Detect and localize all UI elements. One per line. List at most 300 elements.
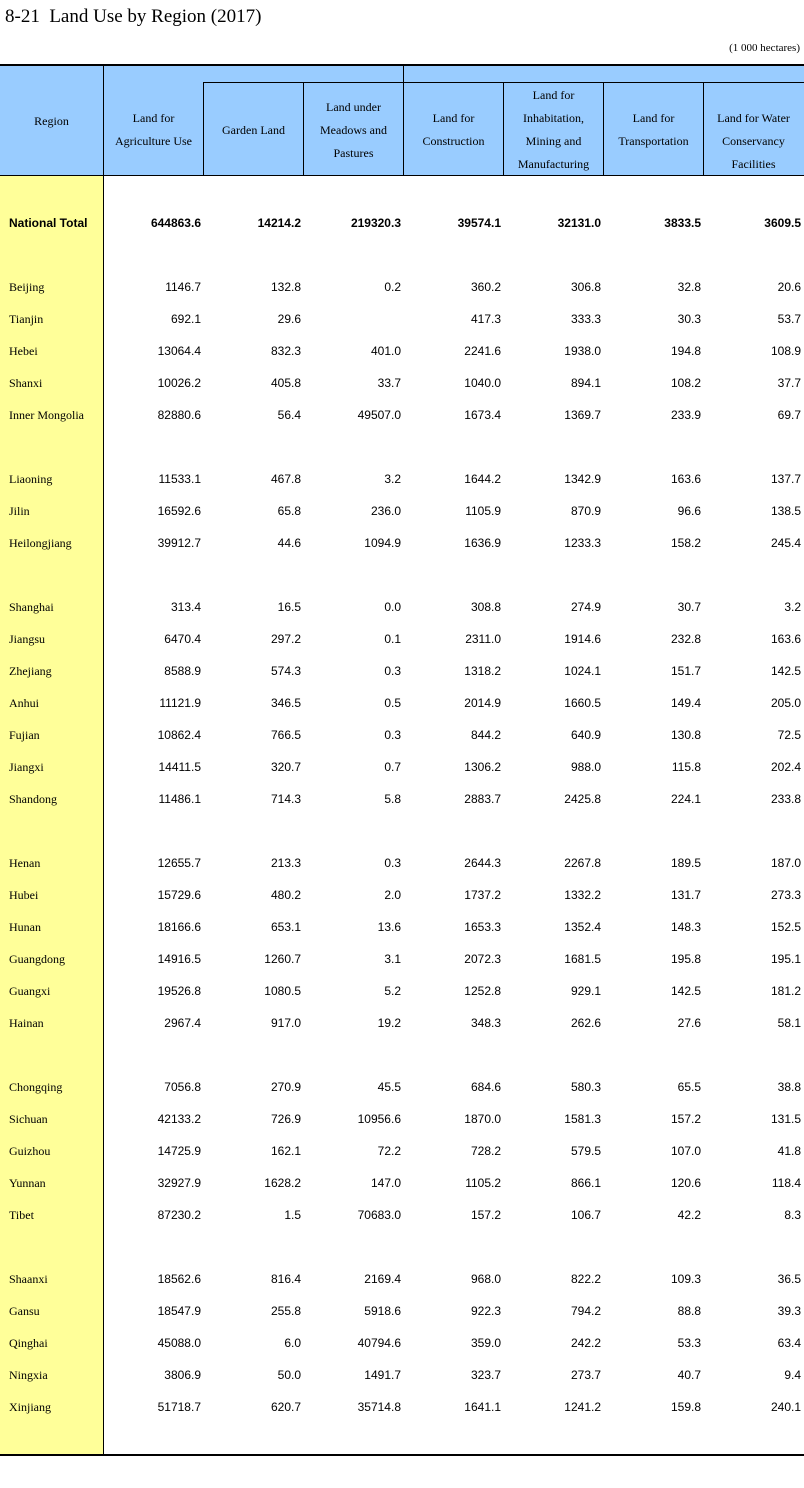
- value-garden: 16.5: [277, 600, 301, 614]
- table-row: [0, 501, 804, 521]
- value-garden: 620.7: [270, 1400, 301, 1414]
- value-garden: 467.8: [270, 472, 301, 486]
- value-transportation: 109.3: [670, 1272, 701, 1286]
- value-inhabitation: 929.1: [570, 984, 601, 998]
- value-inhabitation: 866.1: [570, 1176, 601, 1190]
- value-water-conservancy: 138.5: [770, 504, 801, 518]
- value-water-conservancy: 9.4: [784, 1368, 801, 1382]
- value-garden: 832.3: [270, 344, 301, 358]
- value-water-conservancy: 20.6: [777, 280, 801, 294]
- header-meadows: Land under Meadows and Pastures: [320, 99, 387, 160]
- value-agriculture: 13064.4: [157, 344, 201, 358]
- value-construction: 1105.9: [465, 504, 501, 518]
- value-transportation: 40.7: [677, 1368, 701, 1382]
- value-agriculture: 8588.9: [164, 664, 201, 678]
- table-row: [0, 661, 804, 681]
- region-column-divider: [103, 176, 104, 1454]
- value-agriculture: 42133.2: [157, 1112, 201, 1126]
- value-agriculture: 10026.2: [157, 376, 201, 390]
- value-garden: 714.3: [270, 792, 301, 806]
- value-meadows: 1094.9: [364, 536, 401, 550]
- value-construction: 1636.9: [464, 536, 501, 550]
- value-construction: 968.0: [470, 1272, 501, 1286]
- value-construction: 2072.3: [464, 952, 501, 966]
- value-water-conservancy: 195.1: [770, 952, 801, 966]
- value-inhabitation: 988.0: [570, 760, 601, 774]
- value-agriculture: 82880.6: [157, 408, 201, 422]
- table-row: [0, 693, 804, 713]
- table-row: [0, 629, 804, 649]
- value-meadows: 0.3: [384, 856, 401, 870]
- value-construction: 2241.6: [464, 344, 501, 358]
- value-construction: 1737.2: [464, 888, 501, 902]
- value-construction: 359.0: [470, 1336, 501, 1350]
- value-meadows: 3.1: [384, 952, 401, 966]
- value-transportation: 42.2: [677, 1208, 701, 1222]
- value-construction: 2311.0: [465, 632, 501, 646]
- value-garden: 405.8: [270, 376, 301, 390]
- value-garden: 56.4: [277, 408, 301, 422]
- value-transportation: 120.6: [670, 1176, 701, 1190]
- value-meadows: 0.2: [384, 280, 401, 294]
- value-transportation: 53.3: [677, 1336, 701, 1350]
- value-water-conservancy: 58.1: [777, 1016, 801, 1030]
- value-water-conservancy: 36.5: [777, 1272, 801, 1286]
- table-row: [0, 1397, 804, 1417]
- region-name: Yunnan: [9, 1176, 46, 1190]
- value-transportation: 233.9: [670, 408, 701, 422]
- value-inhabitation: 1681.5: [564, 952, 601, 966]
- value-agriculture: 7056.8: [164, 1080, 201, 1094]
- value-water-conservancy: 37.7: [777, 376, 801, 390]
- value-construction: 1673.4: [464, 408, 501, 422]
- table-row: [0, 1333, 804, 1353]
- header-water-conservancy: Land for Water Conservancy Facilities: [717, 111, 790, 171]
- value-garden: 14214.2: [257, 216, 301, 230]
- value-construction: 2014.9: [464, 696, 501, 710]
- value-garden: 320.7: [270, 760, 301, 774]
- table-row: [0, 757, 804, 777]
- value-construction: 360.2: [470, 280, 501, 294]
- value-water-conservancy: 152.5: [770, 920, 801, 934]
- value-inhabitation: 273.7: [570, 1368, 601, 1382]
- table-row: [0, 533, 804, 553]
- region-name: Shanghai: [9, 600, 54, 614]
- table-row: [0, 789, 804, 809]
- value-water-conservancy: 39.3: [777, 1304, 801, 1318]
- value-transportation: 158.2: [670, 536, 701, 550]
- national-total-row: [0, 213, 804, 233]
- value-construction: 308.8: [470, 600, 501, 614]
- table-row: [0, 341, 804, 361]
- value-transportation: 148.3: [670, 920, 701, 934]
- region-name: Hubei: [9, 888, 39, 902]
- value-construction: 1653.3: [464, 920, 501, 934]
- value-agriculture: 51718.7: [157, 1400, 201, 1414]
- table-row: [0, 1365, 804, 1385]
- value-water-conservancy: 233.8: [770, 792, 801, 806]
- region-name: Shanxi: [9, 376, 43, 390]
- value-agriculture: 18166.6: [157, 920, 201, 934]
- value-water-conservancy: 142.5: [770, 664, 801, 678]
- value-meadows: 0.1: [384, 632, 401, 646]
- value-meadows: 13.6: [377, 920, 401, 934]
- value-inhabitation: 640.9: [570, 728, 601, 742]
- value-inhabitation: 1332.2: [564, 888, 601, 902]
- value-water-conservancy: 245.4: [770, 536, 801, 550]
- value-agriculture: 14916.5: [157, 952, 201, 966]
- value-water-conservancy: 205.0: [770, 696, 801, 710]
- value-meadows: 401.0: [370, 344, 401, 358]
- value-construction: 323.7: [470, 1368, 501, 1382]
- value-water-conservancy: 181.2: [770, 984, 801, 998]
- value-agriculture: 18547.9: [157, 1304, 201, 1318]
- value-water-conservancy: 53.7: [777, 312, 801, 326]
- unit-note: (1 000 hectares): [729, 42, 800, 54]
- value-agriculture: 14411.5: [158, 760, 201, 774]
- value-construction: 157.2: [470, 1208, 501, 1222]
- header-divider: [603, 82, 604, 176]
- value-construction: 1306.2: [464, 760, 501, 774]
- value-agriculture: 15729.6: [157, 888, 201, 902]
- value-garden: 29.6: [277, 312, 301, 326]
- value-inhabitation: 1233.3: [564, 536, 601, 550]
- value-agriculture: 11533.1: [158, 472, 201, 486]
- value-construction: 1252.8: [464, 984, 501, 998]
- table-row: [0, 1205, 804, 1225]
- value-transportation: 88.8: [677, 1304, 701, 1318]
- table-row: [0, 1077, 804, 1097]
- value-agriculture: 14725.9: [157, 1144, 201, 1158]
- value-transportation: 115.8: [671, 760, 701, 774]
- region-name: Henan: [9, 856, 41, 870]
- table-row: [0, 981, 804, 1001]
- value-garden: 816.4: [270, 1272, 301, 1286]
- value-inhabitation: 1660.5: [564, 696, 601, 710]
- value-transportation: 130.8: [670, 728, 701, 742]
- value-transportation: 157.2: [670, 1112, 701, 1126]
- value-agriculture: 12655.7: [157, 856, 201, 870]
- region-name: Chongqing: [9, 1080, 63, 1094]
- value-inhabitation: 1938.0: [564, 344, 601, 358]
- value-meadows: 49507.0: [357, 408, 401, 422]
- region-name: Hunan: [9, 920, 41, 934]
- value-garden: 255.8: [270, 1304, 301, 1318]
- value-meadows: 219320.3: [350, 216, 401, 230]
- value-water-conservancy: 108.9: [770, 344, 801, 358]
- value-transportation: 96.6: [677, 504, 701, 518]
- table-row: [0, 917, 804, 937]
- header-group-line: [403, 82, 804, 83]
- value-inhabitation: 262.6: [570, 1016, 601, 1030]
- value-agriculture: 19526.8: [157, 984, 201, 998]
- value-inhabitation: 106.7: [570, 1208, 601, 1222]
- value-construction: 1040.0: [464, 376, 501, 390]
- region-name: Tianjin: [9, 312, 44, 326]
- value-garden: 162.1: [270, 1144, 301, 1158]
- value-meadows: 0.3: [384, 664, 401, 678]
- table-row: [0, 1141, 804, 1161]
- value-agriculture: 692.1: [170, 312, 201, 326]
- value-transportation: 151.7: [670, 664, 701, 678]
- header-group-line: [203, 82, 403, 83]
- table-row: [0, 1109, 804, 1129]
- value-inhabitation: 1024.1: [564, 664, 601, 678]
- region-name: Liaoning: [9, 472, 53, 486]
- value-meadows: 0.7: [384, 760, 401, 774]
- value-water-conservancy: 38.8: [777, 1080, 801, 1094]
- value-garden: 1260.7: [264, 952, 301, 966]
- region-name: Guangxi: [9, 984, 51, 998]
- table-row: [0, 725, 804, 745]
- table-row: [0, 885, 804, 905]
- value-water-conservancy: 3.2: [784, 600, 801, 614]
- value-construction: 1644.2: [464, 472, 501, 486]
- value-agriculture: 39912.7: [157, 536, 201, 550]
- value-transportation: 108.2: [670, 376, 701, 390]
- value-water-conservancy: 163.6: [770, 632, 801, 646]
- value-construction: 684.6: [470, 1080, 501, 1094]
- region-name: Xinjiang: [9, 1400, 51, 1414]
- region-name: Inner Mongolia: [9, 408, 84, 422]
- value-agriculture: 1146.7: [165, 280, 201, 294]
- value-garden: 1628.2: [264, 1176, 301, 1190]
- value-meadows: 236.0: [370, 504, 401, 518]
- value-transportation: 189.5: [670, 856, 701, 870]
- value-meadows: 1491.7: [364, 1368, 401, 1382]
- value-agriculture: 45088.0: [157, 1336, 201, 1350]
- header-construction: Land for Construction: [422, 111, 485, 148]
- value-water-conservancy: 72.5: [777, 728, 801, 742]
- table-row: [0, 853, 804, 873]
- table-row: [0, 1301, 804, 1321]
- value-garden: 213.3: [270, 856, 301, 870]
- value-agriculture: 3806.9: [164, 1368, 201, 1382]
- region-name: Fujian: [9, 728, 40, 742]
- value-garden: 270.9: [270, 1080, 301, 1094]
- value-inhabitation: 306.8: [570, 280, 601, 294]
- region-name: Ningxia: [9, 1368, 48, 1382]
- region-name: Hebei: [9, 344, 38, 358]
- value-inhabitation: 32131.0: [557, 216, 601, 230]
- value-transportation: 159.8: [670, 1400, 701, 1414]
- value-meadows: 2.0: [384, 888, 401, 902]
- header-divider: [303, 82, 304, 176]
- value-garden: 132.8: [270, 280, 301, 294]
- value-garden: 653.1: [270, 920, 301, 934]
- region-name: Anhui: [9, 696, 39, 710]
- value-inhabitation: 579.5: [570, 1144, 601, 1158]
- value-meadows: 5918.6: [364, 1304, 401, 1318]
- value-inhabitation: 580.3: [570, 1080, 601, 1094]
- value-water-conservancy: 63.4: [777, 1336, 801, 1350]
- value-inhabitation: 822.2: [570, 1272, 601, 1286]
- table-row: [0, 373, 804, 393]
- value-inhabitation: 1581.3: [564, 1112, 601, 1126]
- table-row: [0, 1173, 804, 1193]
- value-garden: 6.0: [284, 1336, 301, 1350]
- value-water-conservancy: 240.1: [770, 1400, 801, 1414]
- value-garden: 1080.5: [264, 984, 301, 998]
- value-inhabitation: 870.9: [570, 504, 601, 518]
- value-water-conservancy: 187.0: [770, 856, 801, 870]
- value-construction: 2883.7: [464, 792, 501, 806]
- value-construction: 1318.2: [464, 664, 501, 678]
- region-name: Guangdong: [9, 952, 65, 966]
- value-meadows: 40794.6: [357, 1336, 401, 1350]
- value-transportation: 65.5: [677, 1080, 701, 1094]
- value-agriculture: 313.4: [170, 600, 201, 614]
- value-meadows: 70683.0: [357, 1208, 401, 1222]
- value-inhabitation: 1369.7: [564, 408, 601, 422]
- header-divider: [103, 66, 104, 176]
- value-agriculture: 16592.6: [157, 504, 201, 518]
- value-transportation: 195.8: [670, 952, 701, 966]
- header-transportation: Land for Transportation: [618, 111, 689, 148]
- value-garden: 65.8: [277, 504, 301, 518]
- page-title: 8-21 Land Use by Region (2017): [5, 6, 262, 27]
- value-water-conservancy: 41.8: [777, 1144, 801, 1158]
- value-garden: 917.0: [270, 1016, 301, 1030]
- value-garden: 346.5: [270, 696, 301, 710]
- value-transportation: 232.8: [670, 632, 701, 646]
- table-row: [0, 949, 804, 969]
- value-garden: 726.9: [270, 1112, 301, 1126]
- value-inhabitation: 2425.8: [564, 792, 601, 806]
- value-garden: 766.5: [270, 728, 301, 742]
- value-meadows: 72.2: [377, 1144, 401, 1158]
- value-transportation: 107.0: [670, 1144, 701, 1158]
- value-transportation: 131.7: [670, 888, 701, 902]
- value-transportation: 142.5: [670, 984, 701, 998]
- value-garden: 44.6: [277, 536, 301, 550]
- region-name: Tibet: [9, 1208, 34, 1222]
- region-column-background: [0, 176, 103, 1454]
- value-transportation: 27.6: [677, 1016, 701, 1030]
- value-water-conservancy: 3609.5: [764, 216, 801, 230]
- value-inhabitation: 1352.4: [564, 920, 601, 934]
- value-construction: 1641.1: [464, 1400, 501, 1414]
- table-row: [0, 597, 804, 617]
- value-inhabitation: 1914.6: [564, 632, 601, 646]
- table-row: [0, 309, 804, 329]
- header-divider: [503, 82, 504, 176]
- value-inhabitation: 242.2: [570, 1336, 601, 1350]
- value-transportation: 149.4: [670, 696, 701, 710]
- header-inhabitation: Land for Inhabitation, Mining and Manufacturing: [517, 88, 590, 171]
- value-water-conservancy: 131.5: [770, 1112, 801, 1126]
- region-name: Jiangxi: [9, 760, 44, 774]
- table-row: [0, 405, 804, 425]
- value-construction: 728.2: [470, 1144, 501, 1158]
- region-name: Jiangsu: [9, 632, 45, 646]
- value-water-conservancy: 137.7: [770, 472, 801, 486]
- value-meadows: 19.2: [377, 1016, 401, 1030]
- value-agriculture: 11486.1: [158, 792, 201, 806]
- value-agriculture: 2967.4: [164, 1016, 201, 1030]
- value-water-conservancy: 202.4: [770, 760, 801, 774]
- region-name: Shandong: [9, 792, 57, 806]
- region-name: Gansu: [9, 1304, 40, 1318]
- value-garden: 1.5: [284, 1208, 301, 1222]
- value-transportation: 194.8: [670, 344, 701, 358]
- value-meadows: 10956.6: [357, 1112, 401, 1126]
- region-name: Zhejiang: [9, 664, 52, 678]
- value-agriculture: 6470.4: [164, 632, 201, 646]
- value-construction: 39574.1: [457, 216, 501, 230]
- value-inhabitation: 333.3: [570, 312, 601, 326]
- header-region: Region: [34, 113, 69, 128]
- value-meadows: 3.2: [384, 472, 401, 486]
- value-meadows: 33.7: [377, 376, 401, 390]
- value-agriculture: 87230.2: [157, 1208, 201, 1222]
- header-divider: [703, 82, 704, 176]
- value-meadows: 5.8: [384, 792, 401, 806]
- value-inhabitation: 894.1: [570, 376, 601, 390]
- region-name: National Total: [9, 216, 88, 230]
- value-water-conservancy: 273.3: [770, 888, 801, 902]
- value-agriculture: 644863.6: [150, 216, 201, 230]
- value-transportation: 163.6: [670, 472, 701, 486]
- region-name: Sichuan: [9, 1112, 48, 1126]
- value-agriculture: 10862.4: [157, 728, 201, 742]
- table-row: [0, 277, 804, 297]
- region-name: Hainan: [9, 1016, 44, 1030]
- value-transportation: 224.1: [670, 792, 701, 806]
- header-agriculture: Land for Agriculture Use: [115, 111, 192, 148]
- value-transportation: 30.7: [677, 600, 701, 614]
- value-inhabitation: 1342.9: [564, 472, 601, 486]
- value-agriculture: 18562.6: [157, 1272, 201, 1286]
- value-inhabitation: 1241.2: [564, 1400, 601, 1414]
- value-garden: 297.2: [270, 632, 301, 646]
- region-name: Jilin: [9, 504, 30, 518]
- table-header: [0, 64, 804, 176]
- region-name: Shaanxi: [9, 1272, 48, 1286]
- value-construction: 417.3: [470, 312, 501, 326]
- table-row: [0, 1013, 804, 1033]
- table-row: [0, 1269, 804, 1289]
- value-agriculture: 11121.9: [159, 696, 201, 710]
- value-construction: 922.3: [470, 1304, 501, 1318]
- value-construction: 1870.0: [464, 1112, 501, 1126]
- header-garden: Garden Land: [222, 122, 285, 137]
- value-transportation: 3833.5: [664, 216, 701, 230]
- value-inhabitation: 274.9: [570, 600, 601, 614]
- value-water-conservancy: 118.4: [771, 1176, 801, 1190]
- value-transportation: 32.8: [677, 280, 701, 294]
- value-inhabitation: 794.2: [570, 1304, 601, 1318]
- value-meadows: 0.5: [384, 696, 401, 710]
- value-meadows: 147.0: [370, 1176, 401, 1190]
- value-meadows: 5.2: [384, 984, 401, 998]
- value-water-conservancy: 8.3: [784, 1208, 801, 1222]
- value-meadows: 35714.8: [357, 1400, 401, 1414]
- value-construction: 1105.2: [465, 1176, 501, 1190]
- value-meadows: 2169.4: [364, 1272, 401, 1286]
- region-name: Qinghai: [9, 1336, 48, 1350]
- table-row: [0, 469, 804, 489]
- header-divider: [203, 82, 204, 176]
- value-meadows: 0.0: [384, 600, 401, 614]
- value-construction: 348.3: [470, 1016, 501, 1030]
- value-garden: 574.3: [270, 664, 301, 678]
- value-garden: 480.2: [270, 888, 301, 902]
- table-bottom-rule: [0, 1454, 804, 1456]
- value-construction: 844.2: [470, 728, 501, 742]
- value-garden: 50.0: [277, 1368, 301, 1382]
- region-name: Beijing: [9, 280, 45, 294]
